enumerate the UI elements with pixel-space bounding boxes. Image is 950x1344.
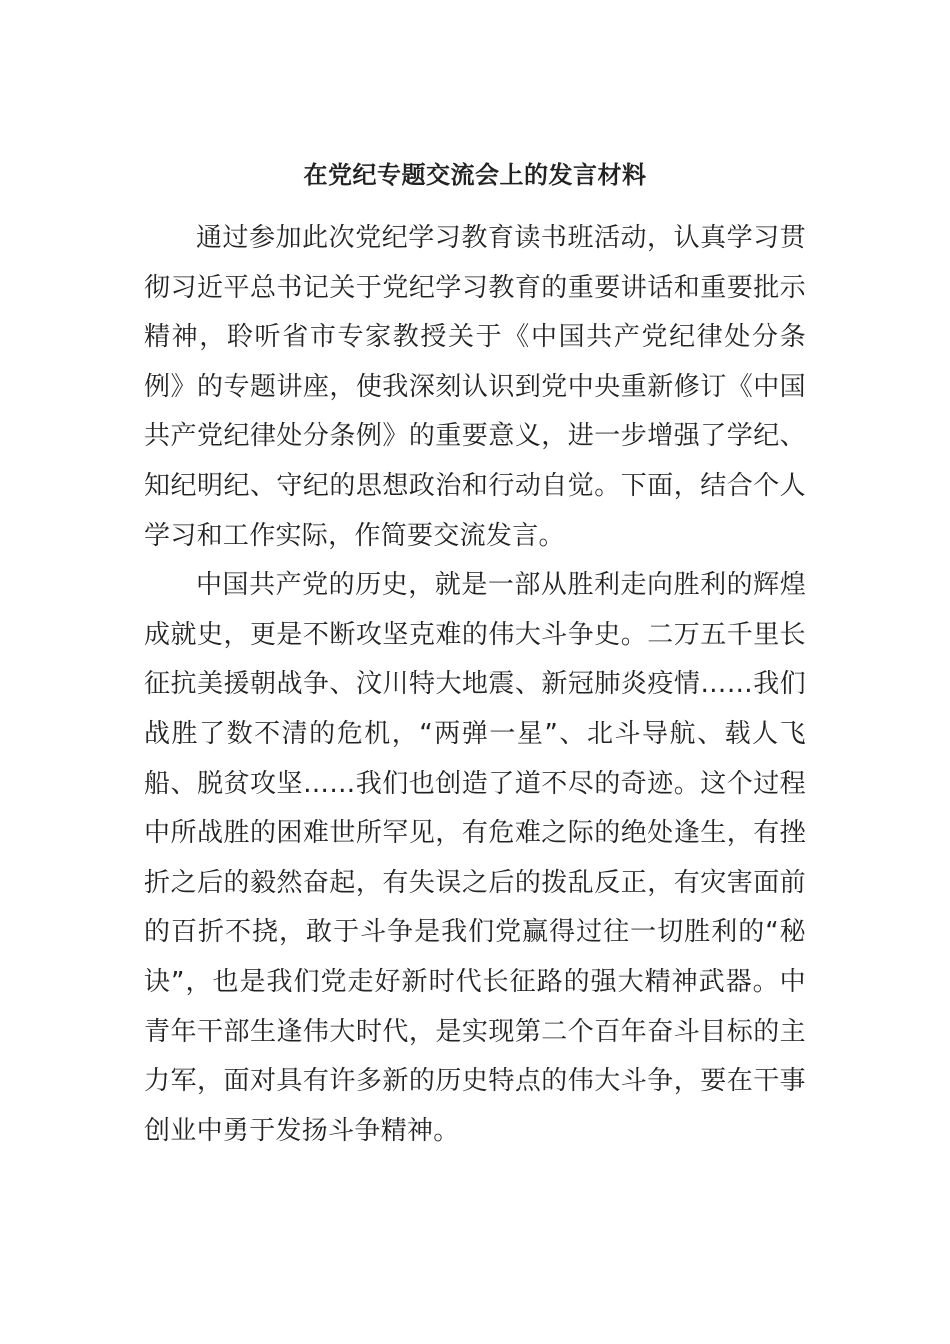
document-body [144,214,806,1156]
document-title: 在党纪专题交流会上的发言材料 [303,161,647,189]
paragraph-2: 中国共产党的历史，就是一部从胜利走向胜利的辉煌成就史，更是不断攻坚克难的伟大斗争史。二万五千里长征抗美援朝战争、汶川特大地震、新冠肺炎疫情……我们战胜了数不清的危机，“两弹一星”、北斗导航、载人飞船、脱贫攻坚……我们也创造了道不尽的奇迹。这个过程中所战胜的困难世所罕见，有危难之际的绝处逢生，有挫折之后的毅然奋起，有失误之后的拨乱反正，有灾害面前的百折不挠，敢于斗争是我们党赢得过往一切胜利的“秘诀”，也是我们党走好新时代长征路的强大精神武器。中青年干部生逢伟大时代，是实现第二个百年奋斗目标的主力军，面对具有许多新的历史特点的伟大斗争，要在干事创业中勇于发扬斗争精神。 [144,570,806,1146]
paragraph-1: 通过参加此次党纪学习教育读书班活动，认真学习贯彻习近平总书记关于党纪学习教育的重要讲话和重要批示精神，聆听省市专家教授关于《中国共产党纪律处分条例》的专题讲座，使我深刻认识到党中央重新修订《中国共产党纪律处分条例》的重要意义，进一步增强了学纪、知纪明纪、守纪的思想政治和行动自觉。下面，结合个人学习和工作实际，作简要交流发言。 [144,223,806,551]
